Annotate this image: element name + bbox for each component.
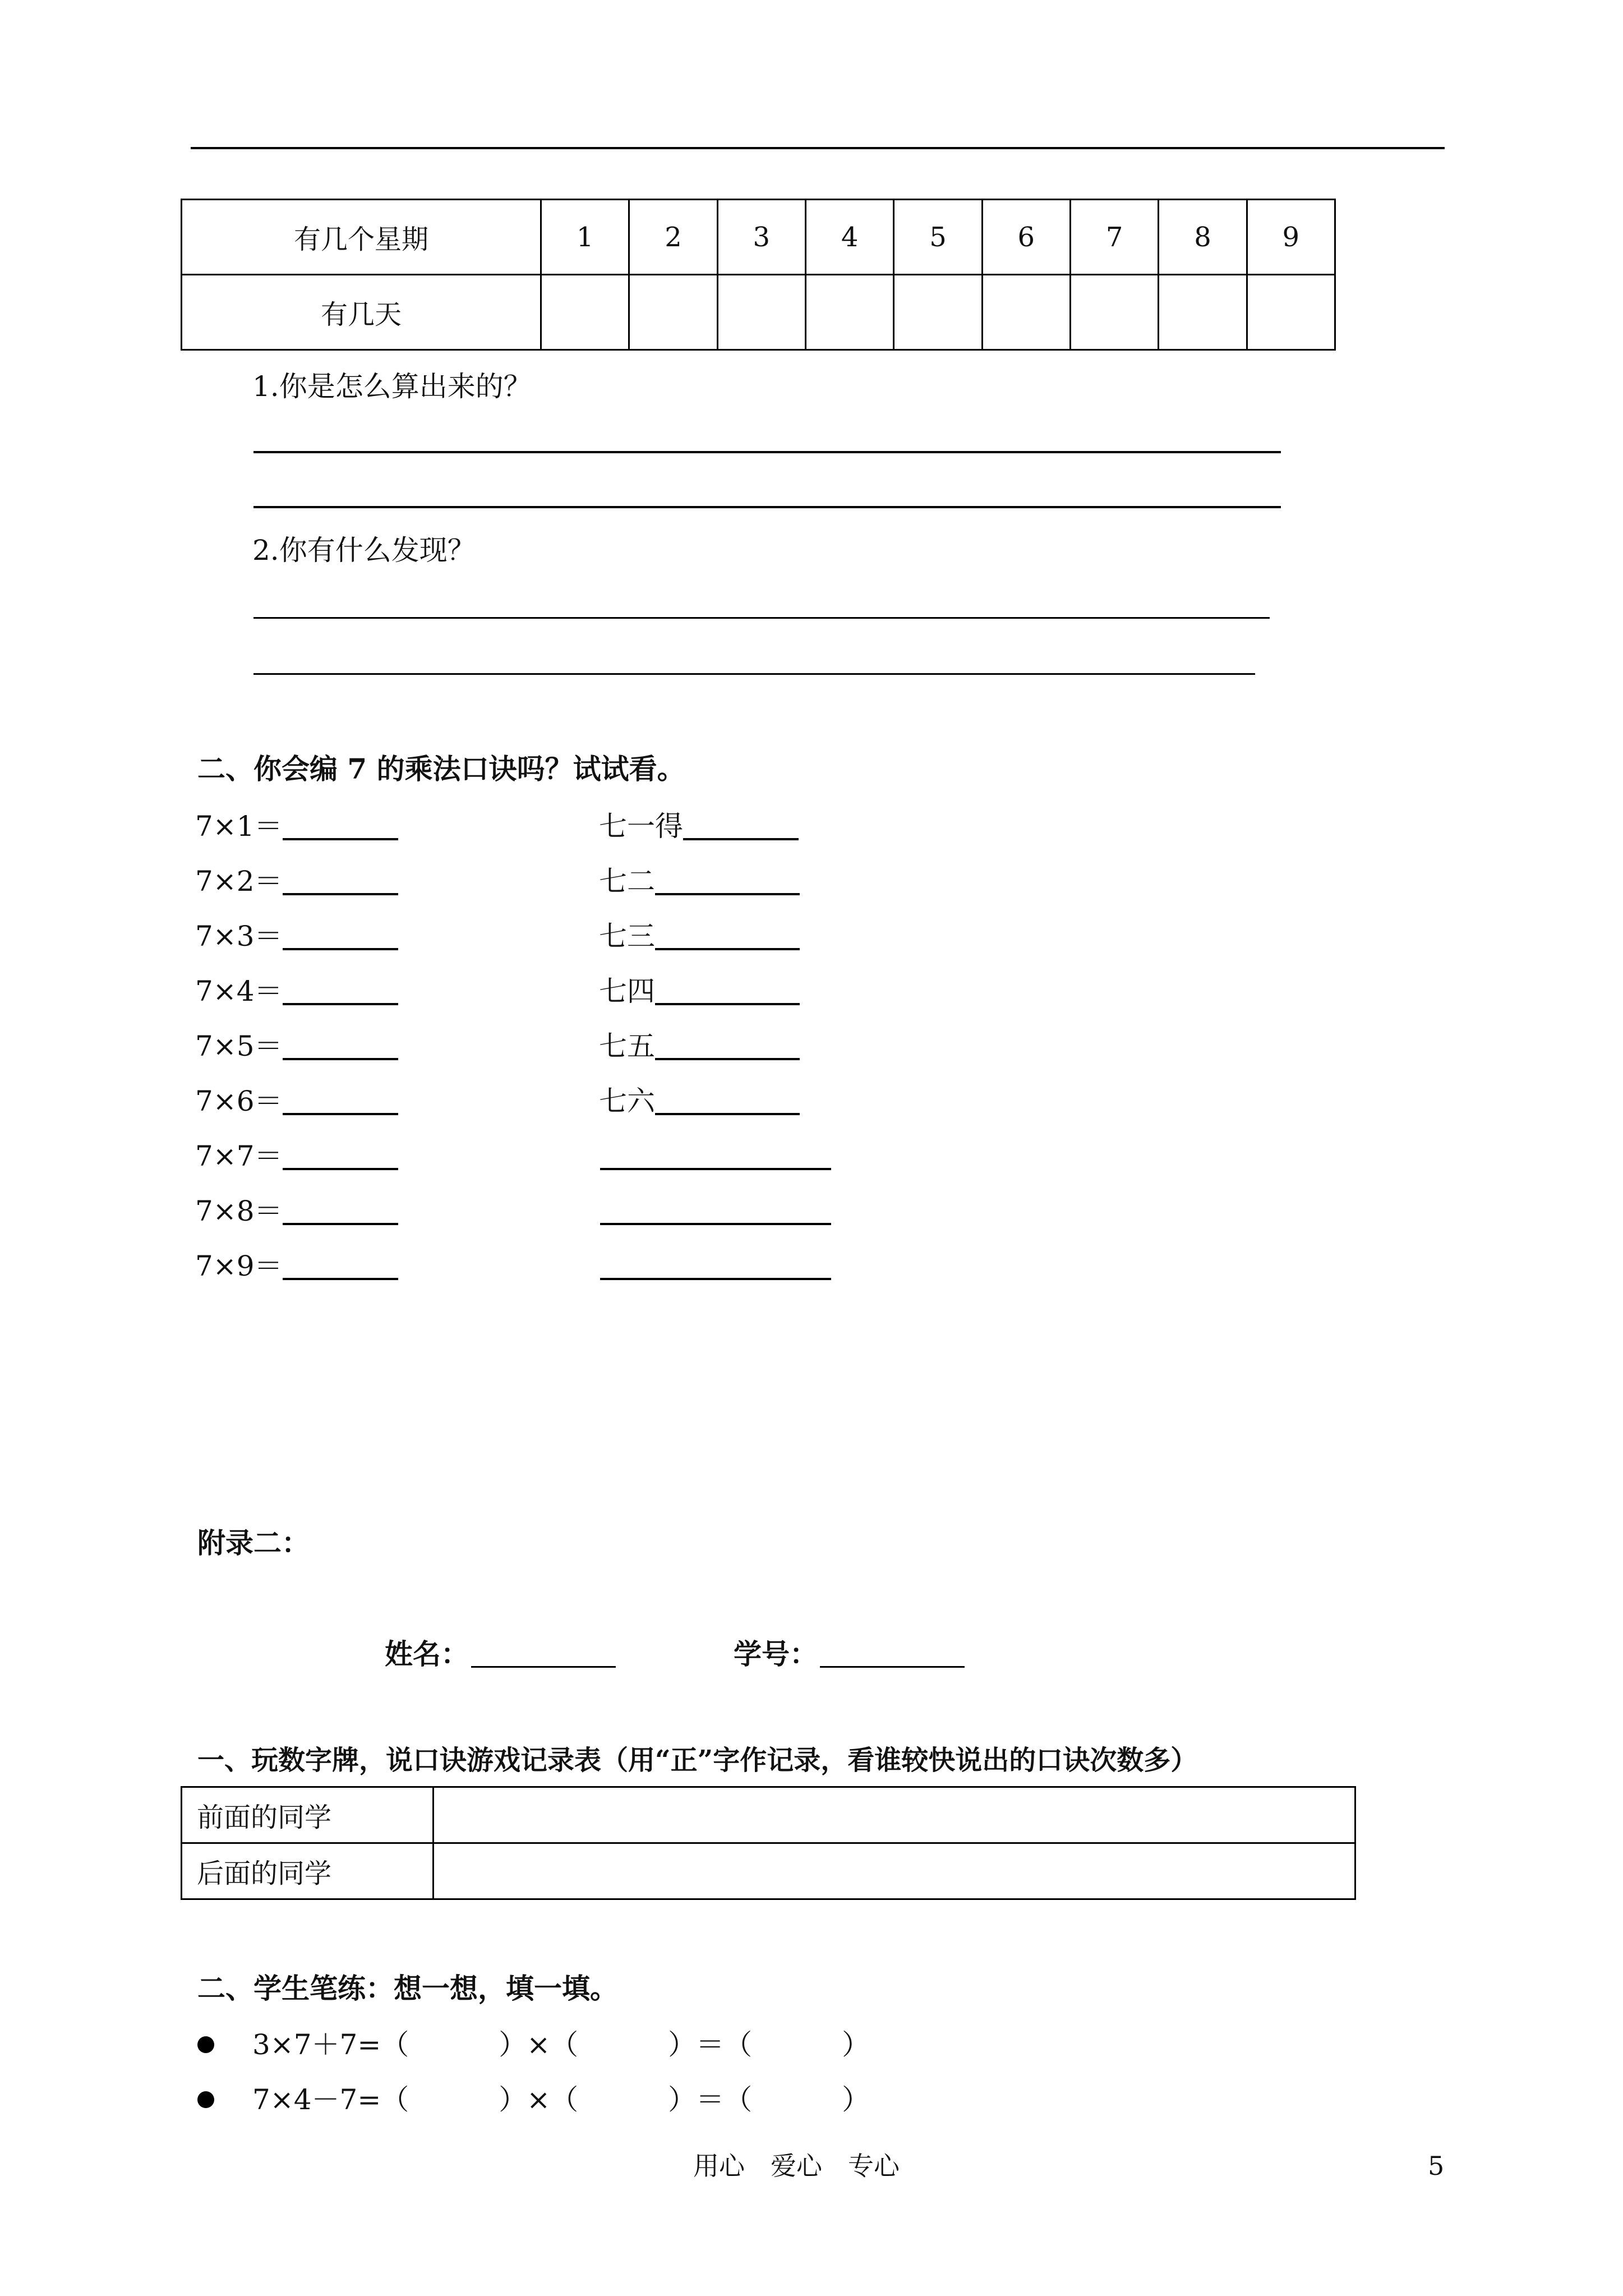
answer-cell[interactable] bbox=[1070, 275, 1158, 350]
answer-blank[interactable] bbox=[283, 1033, 398, 1060]
header-rule bbox=[191, 147, 1445, 149]
rhyme-prefix: 七六 bbox=[599, 1085, 655, 1117]
exercise-2 bbox=[252, 2083, 870, 2116]
exercise-mid1: ）×（ bbox=[499, 2028, 579, 2061]
table-cell-number: 2 bbox=[629, 200, 717, 275]
table-row bbox=[182, 1787, 1355, 1843]
answer-blank[interactable] bbox=[283, 1253, 398, 1280]
table-cell-number: 1 bbox=[541, 200, 629, 275]
answer-blank[interactable] bbox=[655, 923, 800, 950]
table-row bbox=[182, 275, 1335, 350]
answer-blank[interactable] bbox=[683, 813, 799, 840]
bullet-icon bbox=[197, 2036, 214, 2053]
mult-equation: 7×7＝ bbox=[195, 1140, 283, 1172]
table-row bbox=[182, 1843, 1355, 1899]
answer-cell[interactable] bbox=[1159, 275, 1247, 350]
rhyme-prefix: 七五 bbox=[599, 1030, 655, 1062]
answer-blank[interactable] bbox=[283, 1198, 398, 1225]
mult-equation: 7×8＝ bbox=[195, 1195, 283, 1227]
answer-blank[interactable] bbox=[283, 923, 398, 950]
mult-equation: 7×4＝ bbox=[195, 975, 283, 1007]
mult-row bbox=[195, 1252, 398, 1280]
exercise-end: ） bbox=[842, 2028, 870, 2061]
row-label-back: 后面的同学 bbox=[182, 1843, 434, 1899]
section-2b-title: 二、学生笔练：想一想，填一填。 bbox=[197, 1972, 618, 2005]
weeks-days-table bbox=[181, 199, 1336, 351]
answer-line[interactable] bbox=[253, 506, 1281, 508]
record-cell[interactable] bbox=[434, 1843, 1355, 1899]
mult-row bbox=[195, 865, 398, 898]
game-record-table bbox=[181, 1786, 1356, 1900]
section-2-title: 二、你会编 7 的乘法口诀吗？试试看。 bbox=[197, 752, 685, 785]
exercise-prefix: 7×4－7=（ bbox=[252, 2083, 409, 2116]
answer-blank[interactable] bbox=[283, 813, 398, 840]
answer-cell[interactable] bbox=[717, 275, 805, 350]
student-id-input[interactable] bbox=[820, 1666, 965, 1668]
page-number: 5 bbox=[1428, 2151, 1445, 2181]
table-cell-number: 5 bbox=[894, 200, 982, 275]
table-row bbox=[182, 200, 1335, 275]
question-1: 1.你是怎么算出来的？ bbox=[252, 370, 532, 403]
mult-equation: 7×6＝ bbox=[195, 1085, 283, 1117]
exercise-1 bbox=[252, 2028, 870, 2061]
section-1-title: 一、玩数字牌，说口诀游戏记录表（用“正”字作记录，看谁较快说出的口诀次数多） bbox=[197, 1745, 1198, 1776]
answer-blank[interactable] bbox=[655, 868, 800, 895]
exercise-end: ） bbox=[842, 2083, 870, 2116]
mult-row bbox=[195, 1142, 398, 1170]
exercise-mid2: ）＝（ bbox=[668, 2028, 753, 2061]
answer-line[interactable] bbox=[600, 1223, 831, 1225]
rhyme-row bbox=[599, 810, 799, 843]
table-cell-number: 4 bbox=[805, 200, 893, 275]
answer-blank[interactable] bbox=[283, 1088, 398, 1115]
record-cell[interactable] bbox=[434, 1787, 1355, 1843]
table-cell-number: 3 bbox=[717, 200, 805, 275]
mult-row bbox=[195, 920, 398, 953]
mult-equation: 7×3＝ bbox=[195, 920, 283, 953]
answer-cell[interactable] bbox=[982, 275, 1070, 350]
rhyme-row bbox=[599, 920, 800, 953]
rhyme-prefix: 七二 bbox=[599, 865, 655, 898]
footer-motto: 用心 爱心 专心 bbox=[693, 2151, 900, 2181]
bullet-icon bbox=[197, 2091, 214, 2108]
mult-equation: 7×9＝ bbox=[195, 1250, 283, 1282]
answer-blank[interactable] bbox=[283, 1143, 398, 1170]
table-header-weeks: 有几个星期 bbox=[182, 200, 541, 275]
answer-blank[interactable] bbox=[655, 978, 800, 1005]
table-cell-number: 6 bbox=[982, 200, 1070, 275]
name-label: 姓名： bbox=[385, 1637, 469, 1671]
mult-equation: 7×5＝ bbox=[195, 1030, 283, 1062]
answer-line[interactable] bbox=[600, 1168, 831, 1170]
rhyme-row bbox=[599, 1087, 800, 1115]
rhyme-row bbox=[599, 977, 800, 1005]
row-label-front: 前面的同学 bbox=[182, 1787, 434, 1843]
student-id-label: 学号： bbox=[734, 1637, 818, 1671]
rhyme-prefix: 七四 bbox=[599, 975, 655, 1007]
mult-equation: 7×2＝ bbox=[195, 865, 283, 898]
rhyme-prefix: 七三 bbox=[599, 920, 655, 953]
answer-line[interactable] bbox=[600, 1278, 831, 1280]
rhyme-row bbox=[599, 1032, 800, 1060]
answer-cell[interactable] bbox=[894, 275, 982, 350]
answer-blank[interactable] bbox=[283, 978, 398, 1005]
answer-blank[interactable] bbox=[283, 868, 398, 895]
mult-row bbox=[195, 810, 398, 843]
mult-row bbox=[195, 1087, 398, 1115]
question-2: 2.你有什么发现？ bbox=[252, 534, 476, 567]
appendix-title: 附录二： bbox=[197, 1526, 310, 1559]
mult-row bbox=[195, 1032, 398, 1060]
table-cell-number: 7 bbox=[1070, 200, 1158, 275]
exercise-mid1: ）×（ bbox=[499, 2083, 579, 2116]
mult-equation: 7×1＝ bbox=[195, 810, 283, 843]
answer-line[interactable] bbox=[253, 617, 1270, 619]
answer-line[interactable] bbox=[253, 451, 1281, 453]
answer-line[interactable] bbox=[253, 673, 1255, 675]
answer-blank[interactable] bbox=[655, 1088, 800, 1115]
answer-cell[interactable] bbox=[805, 275, 893, 350]
name-input[interactable] bbox=[471, 1666, 616, 1668]
mult-row bbox=[195, 977, 398, 1005]
answer-blank[interactable] bbox=[655, 1033, 800, 1060]
exercise-prefix: 3×7＋7=（ bbox=[252, 2028, 409, 2061]
exercise-mid2: ）＝（ bbox=[668, 2083, 753, 2116]
mult-row bbox=[195, 1197, 398, 1225]
table-header-days: 有几天 bbox=[182, 275, 541, 350]
rhyme-prefix: 七一得 bbox=[599, 810, 683, 843]
answer-cell[interactable] bbox=[1247, 275, 1335, 350]
table-cell-number: 8 bbox=[1159, 200, 1247, 275]
answer-cell[interactable] bbox=[541, 275, 629, 350]
answer-cell[interactable] bbox=[629, 275, 717, 350]
rhyme-row bbox=[599, 865, 800, 898]
table-cell-number: 9 bbox=[1247, 200, 1335, 275]
